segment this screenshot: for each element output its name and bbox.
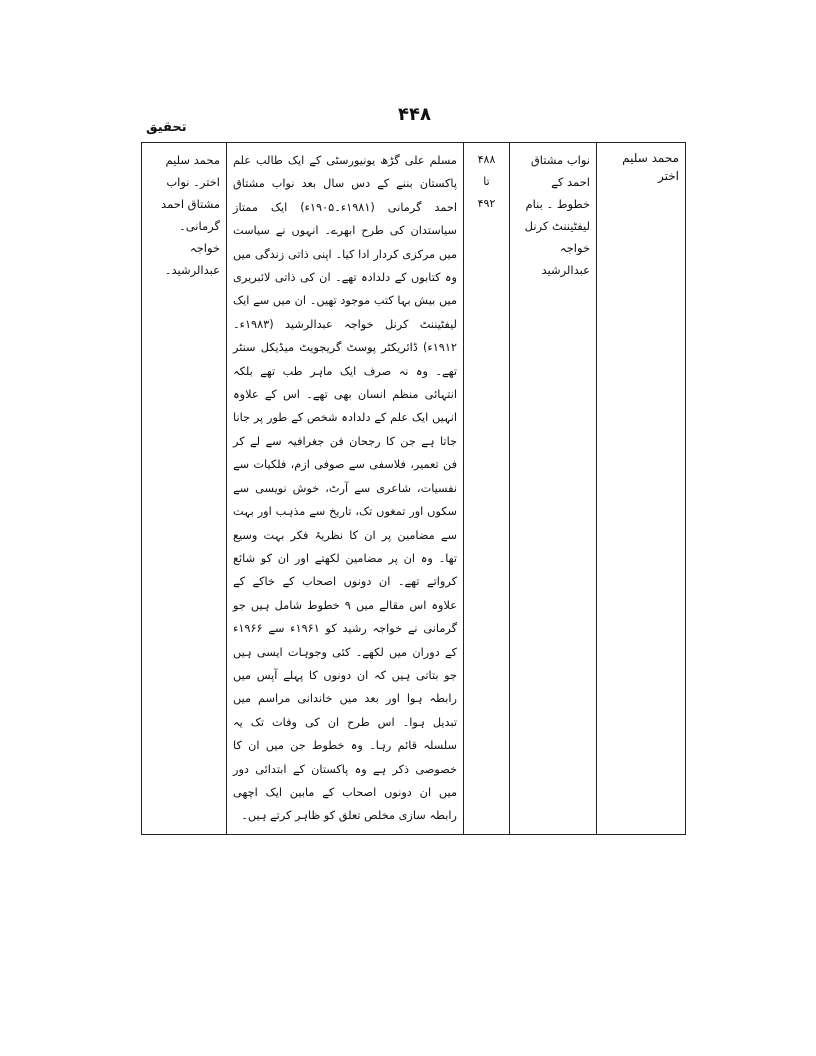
page-to: ۴۹۲ <box>477 197 496 210</box>
letter-title-cell: نواب مشتاق احمد کے خطوط ۔ بنام لیفٹیننٹ کرنل خواجہ عبدالرشید <box>510 143 597 835</box>
table-row <box>142 143 686 835</box>
page-range-cell <box>464 143 510 835</box>
page-from: ۴۸۸ <box>477 153 496 166</box>
page-number: ۴۴۸ <box>398 104 431 125</box>
summary-cell: مسلم علی گڑھ یونیورسٹی کے ایک طالب علم پاکستان بننے کے دس سال بعد نواب مشتاق احمد گرمانی (۱۹۸۱ء۔۱۹۰۵ء) ایک ممتاز سیاستدان کی طرح ابھرے۔ انہوں نے سیاست میں مرکزی کردار ادا کیا۔ اپنی ذاتی زندگی میں وہ کتابوں کے دلدادہ تھے۔ ان کی ذاتی لائبریری میں بیش بہا کتب موجود تھیں۔ ان میں سے ایک لیفٹیننٹ کرنل خواجہ عبدالرشید (۱۹۸۳ء۔۱۹۱۲ء) ڈائریکٹر پوسٹ گریجویٹ میڈیکل سنٹر تھے۔ وہ نہ صرف ایک ماہر طب تھے بلکہ انتہائی منظم انسان بھی تھے۔ اس کے علاوہ انہیں ایک علم کے دلدادہ شخص کے طور پر جانا جاتا ہے جن کا رجحان فن جغرافیہ سے لے کر فن تعمیر، فلاسفی سے صوفی ازم، فلکیات سے نفسیات، شاعری سے آرٹ، خوش نویسی سے سکوں اور تمغوں تک، تاریخ سے مذہب اور بہت سے مضامین پر ان کا نظریۂ فکر بہت وسیع تھا۔ وہ ان پر مضامین لکھتے اور ان کو شائع کرواتے تھے۔ ان دونوں اصحاب کے خاکے کے علاوہ اس مقالے میں ۹ خطوط شامل ہیں جو گرمانی نے خواجہ رشید کو ۱۹۶۱ء سے ۱۹۶۶ء کے دوران میں لکھے۔ کئی وجوہات ایسی ہیں جو بتاتی ہیں کہ ان دونوں کا پہلے آپس میں رابطہ ہوا اور بعد میں خاندانی مراسم میں تبدیل ہوا۔ اس طرح ان کی وفات تک یہ سلسلہ قائم رہا۔ وہ خطوط جن میں ان کا خصوصی ذکر ہے وہ پاکستان کے ابتدائی دور میں ان دونوں اصحاب کے مابین ایک اچھی رابطہ سازی مخلص تعلق کو ظاہر کرتے ہیں۔ <box>227 143 464 835</box>
index-table <box>141 142 686 835</box>
page-to-label: تا <box>483 175 490 188</box>
section-label: تحقیق <box>146 120 187 135</box>
author-cell: محمد سلیم اختر <box>597 143 686 835</box>
keywords-cell: محمد سلیم اختر۔ نواب مشتاق احمد گرمانی۔ خواجہ عبدالرشید۔ <box>142 143 227 835</box>
